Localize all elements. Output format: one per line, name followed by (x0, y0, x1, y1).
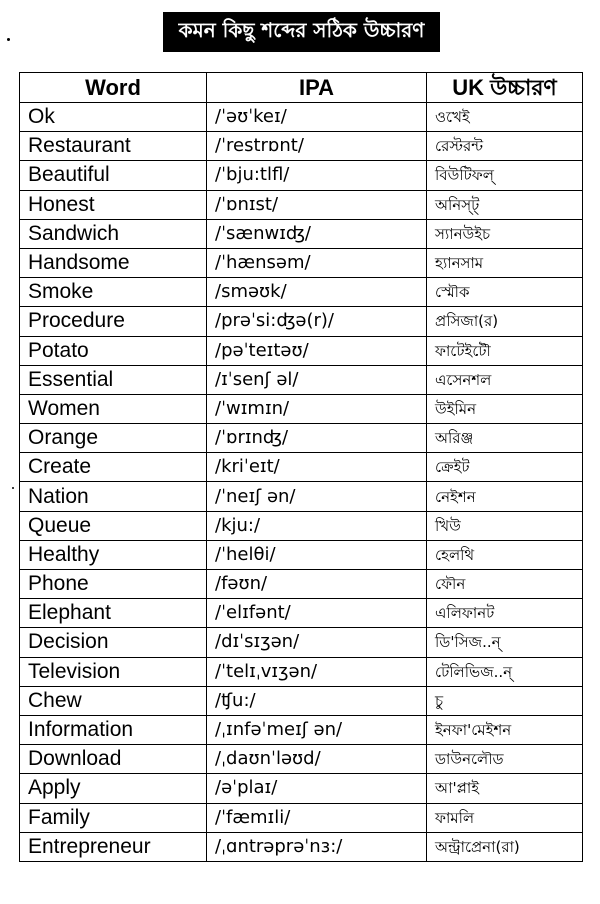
uk-pronunciation-cell: ফাটেইটৌ (427, 336, 583, 365)
ipa-cell: /ˈneɪʃ ən/ (207, 482, 427, 511)
word-cell: Information (20, 715, 207, 744)
word-cell: Phone (20, 570, 207, 599)
word-cell: Restaurant (20, 132, 207, 161)
table-row (20, 745, 583, 774)
table-row (20, 278, 583, 307)
table-row (20, 832, 583, 861)
ipa-cell: /kriˈeɪt/ (207, 453, 427, 482)
ipa-cell: /ˌɪnfəˈmeɪʃ ən/ (207, 715, 427, 744)
word-cell: Potato (20, 336, 207, 365)
ipa-cell: /ɪˈsenʃ əl/ (207, 365, 427, 394)
ipa-cell: /ˈəʊˈkeɪ/ (207, 103, 427, 132)
scan-speck (12, 487, 14, 489)
uk-pronunciation-cell: এলিফানট (427, 599, 583, 628)
uk-pronunciation-cell: এসেনশল (427, 365, 583, 394)
uk-pronunciation-cell: স্মৌক (427, 278, 583, 307)
uk-pronunciation-cell: ফৌন (427, 570, 583, 599)
uk-pronunciation-cell: স্যানউইচ (427, 219, 583, 248)
uk-pronunciation-cell: ওখেই (427, 103, 583, 132)
table-row (20, 599, 583, 628)
ipa-cell: /dɪˈsɪʒən/ (207, 628, 427, 657)
ipa-cell: /prəˈsi:ʤə(r)/ (207, 307, 427, 336)
word-cell: Elephant (20, 599, 207, 628)
uk-pronunciation-cell: হেলথি (427, 540, 583, 569)
word-cell: Queue (20, 511, 207, 540)
table-row (20, 132, 583, 161)
uk-pronunciation-cell: ফামলি (427, 803, 583, 832)
uk-pronunciation-cell: উইমিন (427, 394, 583, 423)
word-cell: Nation (20, 482, 207, 511)
word-cell: Ok (20, 103, 207, 132)
table-row (20, 482, 583, 511)
word-cell: Beautiful (20, 161, 207, 190)
table-row (20, 161, 583, 190)
word-cell: Create (20, 453, 207, 482)
ipa-cell: /pəˈteɪtəʊ/ (207, 336, 427, 365)
table-row (20, 190, 583, 219)
table-row (20, 394, 583, 423)
page-title: কমন কিছু শব্দের সঠিক উচ্চারণ (163, 12, 440, 52)
ipa-cell: /fəʊn/ (207, 570, 427, 599)
table-row (20, 657, 583, 686)
ipa-cell: /əˈplaɪ/ (207, 774, 427, 803)
table-row (20, 803, 583, 832)
word-cell: Entrepreneur (20, 832, 207, 861)
uk-pronunciation-cell: ইনফা'মেইশন (427, 715, 583, 744)
table-row (20, 103, 583, 132)
ipa-cell: /ʧu:/ (207, 686, 427, 715)
uk-pronunciation-cell: রেস্টরন্ট (427, 132, 583, 161)
word-cell: Smoke (20, 278, 207, 307)
ipa-cell: /ˌdaʊnˈləʊd/ (207, 745, 427, 774)
word-cell: Decision (20, 628, 207, 657)
header-row (20, 73, 583, 103)
pronunciation-table (19, 72, 583, 862)
column-header-word: Word (20, 73, 207, 103)
word-cell: Procedure (20, 307, 207, 336)
uk-pronunciation-cell: বিউটিফল্ (427, 161, 583, 190)
uk-pronunciation-cell: আ'প্লাই (427, 774, 583, 803)
uk-pronunciation-cell: ডি'সিজ..ন্ (427, 628, 583, 657)
uk-pronunciation-cell: হ্যানসাম (427, 248, 583, 277)
uk-pronunciation-cell: অন্ট্রাপ্রেনা(রা) (427, 832, 583, 861)
ipa-cell: /ˈwɪmɪn/ (207, 394, 427, 423)
table-row (20, 774, 583, 803)
word-cell: Chew (20, 686, 207, 715)
word-cell: Women (20, 394, 207, 423)
ipa-cell: /sməʊk/ (207, 278, 427, 307)
ipa-cell: /ˈsænwɪʤ/ (207, 219, 427, 248)
word-cell: Apply (20, 774, 207, 803)
table-row (20, 424, 583, 453)
ipa-cell: /ˈtelɪˌvɪʒən/ (207, 657, 427, 686)
ipa-cell: /ˈrestrɒnt/ (207, 132, 427, 161)
table-row (20, 715, 583, 744)
word-cell: Download (20, 745, 207, 774)
ipa-cell: /ˈbju:tlfl/ (207, 161, 427, 190)
scan-speck (7, 38, 10, 41)
ipa-cell: /ˈɒnɪst/ (207, 190, 427, 219)
ipa-cell: /ˈɒrɪnʤ/ (207, 424, 427, 453)
ipa-cell: /ˈfæmɪli/ (207, 803, 427, 832)
ipa-cell: /ˈhænsəm/ (207, 248, 427, 277)
table-row (20, 219, 583, 248)
column-header-uk: UK উচ্চারণ (427, 73, 583, 103)
uk-pronunciation-cell: ক্রেইট (427, 453, 583, 482)
table-row (20, 540, 583, 569)
ipa-cell: /ˈhelθi/ (207, 540, 427, 569)
table-row (20, 570, 583, 599)
uk-pronunciation-cell: ডাউনলৌড (427, 745, 583, 774)
uk-pronunciation-cell: চু (427, 686, 583, 715)
word-cell: Orange (20, 424, 207, 453)
table-row (20, 511, 583, 540)
column-header-ipa: IPA (207, 73, 427, 103)
uk-pronunciation-cell: টেলিভিজ..ন্ (427, 657, 583, 686)
word-cell: Honest (20, 190, 207, 219)
uk-pronunciation-cell: প্রসিজা(র) (427, 307, 583, 336)
uk-pronunciation-cell: অনিস্ট্ (427, 190, 583, 219)
table-row (20, 686, 583, 715)
uk-pronunciation-cell: খিউ (427, 511, 583, 540)
word-cell: Family (20, 803, 207, 832)
table-row (20, 365, 583, 394)
word-cell: Sandwich (20, 219, 207, 248)
word-cell: Handsome (20, 248, 207, 277)
ipa-cell: /ˈelɪfənt/ (207, 599, 427, 628)
uk-pronunciation-cell: নেইশন (427, 482, 583, 511)
word-cell: Television (20, 657, 207, 686)
word-cell: Healthy (20, 540, 207, 569)
ipa-cell: /kju:/ (207, 511, 427, 540)
table-row (20, 336, 583, 365)
uk-pronunciation-cell: অরিঞ্জ (427, 424, 583, 453)
table-row (20, 307, 583, 336)
ipa-cell: /ˌɑntrəprəˈnɜ:/ (207, 832, 427, 861)
table-row (20, 453, 583, 482)
table-row (20, 248, 583, 277)
table-row (20, 628, 583, 657)
word-cell: Essential (20, 365, 207, 394)
